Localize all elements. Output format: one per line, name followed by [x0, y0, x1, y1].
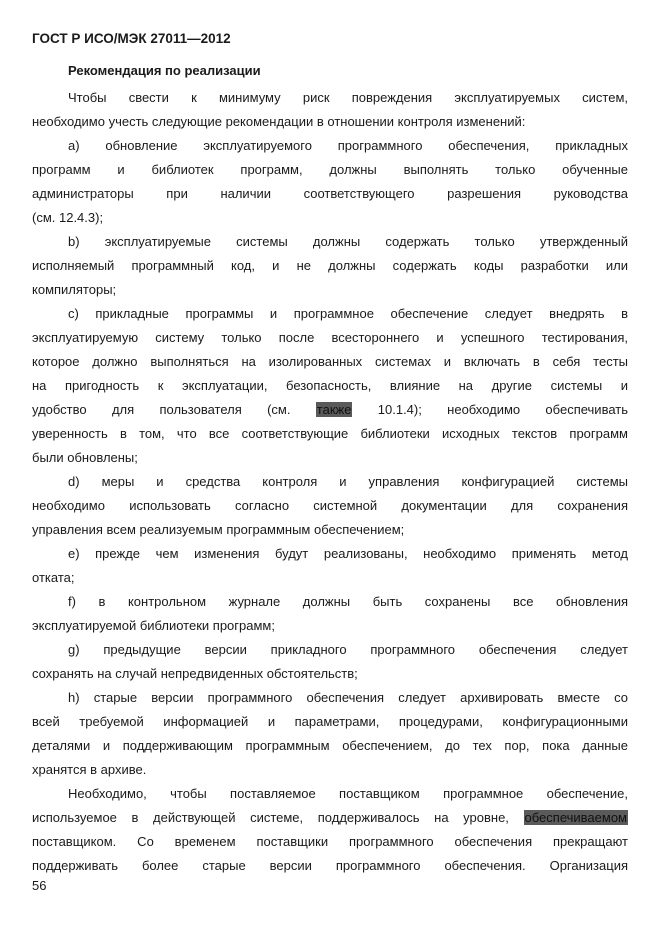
text-line [32, 424, 628, 448]
text-line [32, 568, 628, 592]
text-segment: Чтобы свести к минимуму риск повреждения эксплуатируемых систем, [68, 90, 628, 105]
text-line [32, 496, 628, 520]
text-segment: a) обновление эксплуатируемого программного обеспечения, прикладных [68, 138, 628, 153]
text-segment: g) предыдущие версии прикладного программного обеспечения следует [68, 642, 628, 657]
highlighted-word: также [316, 402, 352, 417]
text-line [32, 160, 628, 184]
text-segment: поставщиком. Со временем поставщики программного обеспечения прекращают [32, 834, 628, 849]
text-line [32, 688, 628, 712]
text-segment: необходимо учесть следующие рекомендации в отношении контроля изменений: [32, 114, 526, 129]
text-segment: эксплуатируемой библиотеки программ; [32, 618, 275, 633]
text-segment: c) прикладные программы и программное обеспечение следует внедрять в [68, 306, 628, 321]
text-segment: удобство для пользователя (см. [32, 402, 316, 417]
text-segment: деталями и поддерживающим программным обеспечением, до тех пор, пока данные [32, 738, 628, 753]
text-line [32, 736, 628, 760]
text-line [32, 808, 628, 832]
text-segment: поддерживать более старые версии программного обеспечения. Организация [32, 858, 628, 873]
text-segment: всей требуемой информацией и параметрами, процедурами, конфигурационными [32, 714, 628, 729]
text-segment: сохранять на случай непредвиденных обстоятельств; [32, 666, 358, 681]
text-segment: были обновлены; [32, 450, 138, 465]
text-line [32, 304, 628, 328]
text-line [32, 208, 628, 232]
text-line [32, 112, 628, 136]
text-segment: эксплуатируемую систему только после всестороннего и успешного тестирования, [32, 330, 628, 345]
text-segment: необходимо использовать согласно системной документации для сохранения [32, 498, 628, 513]
text-line [32, 472, 628, 496]
text-segment: b) эксплуатируемые системы должны содержать только утвержденный [68, 234, 628, 249]
text-line [32, 256, 628, 280]
text-line [32, 448, 628, 472]
text-line [32, 832, 628, 856]
text-segment: программ и библиотек программ, должны выполнять только обученные [32, 162, 628, 177]
text-segment: компиляторы; [32, 282, 117, 297]
document-header: ГОСТ Р ИСО/МЭК 27011—2012 [32, 31, 231, 46]
text-segment: администраторы при наличии соответствующего разрешения руководства [32, 186, 628, 201]
text-segment: отката; [32, 570, 75, 585]
text-segment: хранятся в архиве. [32, 762, 147, 777]
section-title: Рекомендация по реализации [68, 63, 261, 78]
text-line [32, 232, 628, 256]
text-line [32, 328, 628, 352]
text-line [32, 592, 628, 616]
text-line [32, 184, 628, 208]
text-segment: исполняемый программный код, и не должны содержать коды разработки или [32, 258, 628, 273]
text-segment: которое должно выполняться на изолированных системах и включать в себя тесты [32, 354, 628, 369]
text-line [32, 376, 628, 400]
text-segment: 10.1.4); необходимо обеспечивать [352, 402, 628, 417]
document-body [32, 88, 628, 880]
text-line [32, 784, 628, 808]
text-segment: h) старые версии программного обеспечения следует архивировать вместе со [68, 690, 628, 705]
text-line [32, 664, 628, 688]
text-line [32, 640, 628, 664]
text-line [32, 352, 628, 376]
text-line [32, 136, 628, 160]
text-line [32, 616, 628, 640]
text-line [32, 760, 628, 784]
text-segment: d) меры и средства контроля и управления конфигурацией системы [68, 474, 628, 489]
text-segment: (см. 12.4.3); [32, 210, 104, 225]
text-line [32, 280, 628, 304]
text-line [32, 544, 628, 568]
highlighted-word: обеспечиваемом [524, 810, 627, 825]
page-number: 56 [32, 878, 47, 893]
text-line [32, 856, 628, 880]
text-segment: на пригодность к эксплуатации, безопасность, влияние на другие системы и [32, 378, 628, 393]
text-line [32, 400, 628, 424]
text-line [32, 520, 628, 544]
text-segment: f) в контрольном журнале должны быть сохранены все обновления [68, 594, 628, 609]
text-segment: e) прежде чем изменения будут реализованы, необходимо применять метод [68, 546, 628, 561]
text-segment: управления всем реализуемым программным обеспечением; [32, 522, 405, 537]
text-segment: уверенность в том, что все соответствующие библиотеки исходных текстов программ [32, 426, 628, 441]
text-line [32, 88, 628, 112]
text-segment: Необходимо, чтобы поставляемое поставщиком программное обеспечение, [68, 786, 628, 801]
text-segment: используемое в действующей системе, поддерживалось на уровне, [32, 810, 524, 825]
text-line [32, 712, 628, 736]
